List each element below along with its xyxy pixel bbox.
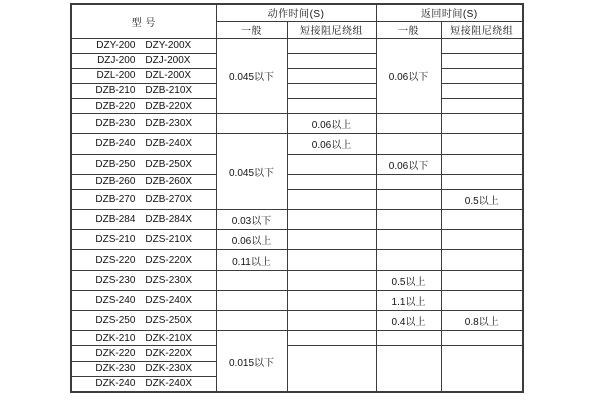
action-general-cell <box>216 311 287 331</box>
return-general-cell: 1.1以上 <box>376 290 441 310</box>
return-damping-cell <box>441 250 523 270</box>
table-row <box>71 154 523 174</box>
model-cell <box>71 230 216 250</box>
return-damping-cell <box>441 270 523 290</box>
return-damping-cell <box>441 38 523 53</box>
model-name-x: DZB-250X <box>145 158 193 170</box>
col-header-action-damping: 短接阻尼绕组 <box>287 21 376 38</box>
action-general-cell: 0.045以下 <box>216 134 287 210</box>
action-general-cell: 0.045以下 <box>216 38 287 114</box>
action-general-cell <box>216 290 287 310</box>
return-general-cell <box>376 174 441 189</box>
return-damping-cell <box>441 134 523 154</box>
table-row <box>71 68 523 83</box>
model-name-x: DZY-200X <box>145 40 192 52</box>
return-general-cell: 0.06以下 <box>376 38 441 114</box>
table-row <box>71 311 523 331</box>
model-name-x: DZS-240X <box>145 294 193 306</box>
model-cell <box>71 154 216 174</box>
return-damping-cell <box>441 154 523 174</box>
return-general-cell <box>376 134 441 154</box>
model-name: DZK-240 <box>95 378 136 390</box>
action-damping-cell <box>287 38 376 53</box>
return-general-cell <box>376 331 441 346</box>
model-name: DZY-200 <box>96 40 136 52</box>
action-general-cell: 0.03以下 <box>216 210 287 230</box>
return-general-cell <box>376 210 441 230</box>
model-cell <box>71 331 216 346</box>
return-damping-cell <box>441 331 523 346</box>
action-damping-cell <box>287 230 376 250</box>
model-name-x: DZB-210X <box>145 85 193 97</box>
model-name-x: DZK-240X <box>145 378 193 390</box>
table-row <box>71 290 523 310</box>
relay-spec-table <box>70 3 524 393</box>
col-header-action-general: 一般 <box>216 21 287 38</box>
model-name: DZJ-200 <box>97 55 136 67</box>
action-damping-cell <box>287 331 376 346</box>
table-row <box>71 83 523 98</box>
model-name: DZK-220 <box>95 347 136 359</box>
model-name: DZS-230 <box>95 274 136 286</box>
model-cell <box>71 361 216 376</box>
table-row <box>71 134 523 154</box>
action-damping-cell: 0.06以上 <box>287 134 376 154</box>
action-damping-cell <box>287 53 376 68</box>
table-row <box>71 331 523 346</box>
action-general-cell <box>216 114 287 134</box>
model-cell <box>71 290 216 310</box>
model-cell <box>71 38 216 53</box>
return-damping-cell <box>441 346 523 392</box>
model-name-x: DZS-220X <box>145 254 193 266</box>
table-row <box>71 189 523 209</box>
model-name-x: DZL-200X <box>145 70 191 82</box>
model-name: DZB-220 <box>95 100 136 112</box>
table-row <box>71 270 523 290</box>
action-damping-cell <box>287 270 376 290</box>
action-damping-cell <box>287 346 376 392</box>
return-general-cell <box>376 250 441 270</box>
action-damping-cell <box>287 290 376 310</box>
model-name-x: DZK-210X <box>145 332 193 344</box>
action-damping-cell <box>287 189 376 209</box>
model-name-x: DZB-284X <box>145 214 193 226</box>
action-damping-cell <box>287 250 376 270</box>
model-cell <box>71 250 216 270</box>
action-damping-cell <box>287 68 376 83</box>
table-row <box>71 99 523 114</box>
action-damping-cell <box>287 154 376 174</box>
model-name: DZK-210 <box>95 332 136 344</box>
action-general-cell <box>216 270 287 290</box>
model-name-x: DZB-260X <box>145 176 193 188</box>
return-damping-cell <box>441 174 523 189</box>
return-general-cell <box>376 230 441 250</box>
model-name-x: DZS-210X <box>145 234 193 246</box>
model-name: DZS-220 <box>95 254 136 266</box>
col-header-model: 型 号 <box>71 4 216 38</box>
col-header-return-time: 返回时间(S) <box>376 4 523 21</box>
model-cell <box>71 174 216 189</box>
action-damping-cell: 0.06以上 <box>287 114 376 134</box>
col-header-return-damping: 短接阻尼绕组 <box>441 21 523 38</box>
model-name: DZB-230 <box>95 118 136 130</box>
model-cell <box>71 99 216 114</box>
model-name-x: DZB-240X <box>145 138 193 150</box>
return-general-cell <box>376 346 441 392</box>
model-cell <box>71 68 216 83</box>
model-name: DZL-200 <box>96 70 136 82</box>
model-cell <box>71 376 216 392</box>
return-general-cell: 0.06以下 <box>376 154 441 174</box>
return-damping-cell <box>441 99 523 114</box>
model-name: DZB-240 <box>95 138 136 150</box>
return-general-cell <box>376 114 441 134</box>
table-row <box>71 53 523 68</box>
return-damping-cell <box>441 114 523 134</box>
col-header-return-general: 一般 <box>376 21 441 38</box>
model-name: DZB-270 <box>95 194 136 205</box>
return-general-cell: 0.4以上 <box>376 311 441 331</box>
model-name-x: DZK-230X <box>145 363 193 375</box>
action-damping-cell <box>287 174 376 189</box>
return-damping-cell <box>441 290 523 310</box>
model-name: DZB-250 <box>95 158 136 170</box>
model-cell <box>71 134 216 154</box>
action-damping-cell <box>287 99 376 114</box>
action-general-cell: 0.015以下 <box>216 331 287 392</box>
table-row <box>71 38 523 53</box>
model-name-x: DZS-230X <box>145 274 193 286</box>
model-name-x: DZB-220X <box>145 100 193 112</box>
model-cell <box>71 53 216 68</box>
model-cell <box>71 114 216 134</box>
model-cell <box>71 311 216 331</box>
return-damping-cell: 0.5以上 <box>441 189 523 209</box>
return-damping-cell <box>441 83 523 98</box>
model-name-x: DZB-270X <box>145 194 193 205</box>
model-name-x: DZB-230X <box>145 118 193 130</box>
model-name: DZS-250 <box>95 315 136 327</box>
model-name: DZS-240 <box>95 294 136 306</box>
model-cell <box>71 210 216 230</box>
table-row <box>71 174 523 189</box>
table-row <box>71 346 523 361</box>
model-name: DZB-210 <box>95 85 136 97</box>
action-damping-cell <box>287 311 376 331</box>
return-general-cell <box>376 189 441 209</box>
return-damping-cell <box>441 53 523 68</box>
table-row <box>71 230 523 250</box>
col-header-action-time: 动作时间(S) <box>216 4 376 21</box>
action-general-cell: 0.11以上 <box>216 250 287 270</box>
model-cell <box>71 83 216 98</box>
return-damping-cell <box>441 68 523 83</box>
table-row <box>71 210 523 230</box>
return-general-cell: 0.5以上 <box>376 270 441 290</box>
return-damping-cell <box>441 210 523 230</box>
model-name: DZB-284 <box>95 214 136 226</box>
action-damping-cell <box>287 210 376 230</box>
model-name: DZS-210 <box>95 234 136 246</box>
model-name-x: DZS-250X <box>145 315 193 327</box>
model-name: DZB-260 <box>95 176 136 188</box>
model-cell <box>71 346 216 361</box>
table-row <box>71 250 523 270</box>
action-general-cell: 0.06以上 <box>216 230 287 250</box>
model-cell <box>71 189 216 209</box>
model-name: DZK-230 <box>95 363 136 375</box>
table-row <box>71 114 523 134</box>
return-damping-cell: 0.8以上 <box>441 311 523 331</box>
action-damping-cell <box>287 83 376 98</box>
model-name-x: DZJ-200X <box>145 55 191 67</box>
model-cell <box>71 270 216 290</box>
return-damping-cell <box>441 230 523 250</box>
model-name-x: DZK-220X <box>145 347 193 359</box>
